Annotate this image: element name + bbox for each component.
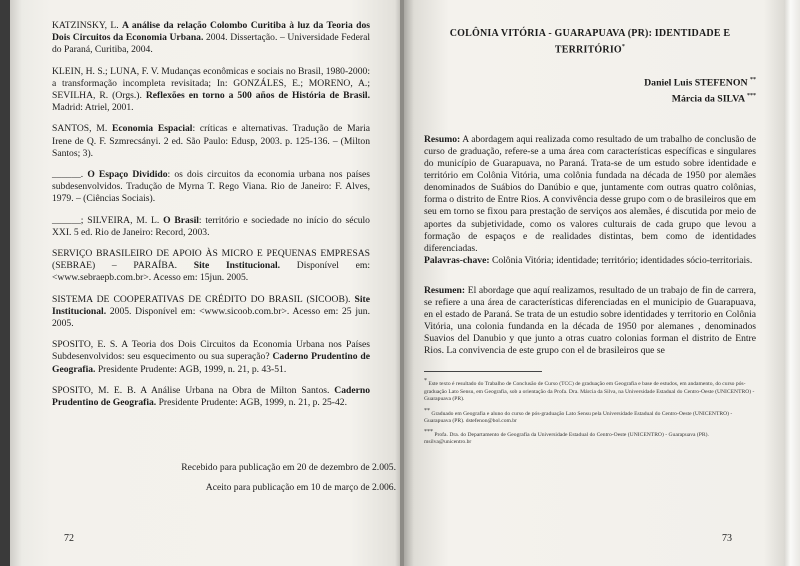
left-page [10,0,402,566]
author-1: Daniel Luis STEFENON ** [644,77,756,89]
accepted-date: Aceito para publicação em 10 de março de 2.006. [205,482,396,493]
page-edge [784,0,800,566]
reference-item: SISTEMA DE COOPERATIVAS DE CRÉDITO DO BRASIL (SICOOB). Site Institucional. 2005. Disponível em: <www.sicoob.com.br>. Acesso em: 25 jun. 2005. [52,293,370,330]
reference-item: ______; SILVEIRA, M. L. O Brasil: território e sociedade no início do século XXI. 5 ed. Rio de Janeiro: Record, 2003. [52,214,370,238]
footnote: ** Graduado em Geografia e aluno do curso de pós-graduação Lato Sensu pela Universidade Estadual do Centro-Oeste (UNICENTRO) - Guarapuava (PR). dstefenon@bol.com.br [424,407,733,424]
resumen-paragraph: Resumen: El abordage que aquí realizamos, resultado de un trabajo de fin de carrera, se refiere a una área de características diferenciadas en el municipio de Guarapuava, en el estado de Paraná. Se trata de un estudio sobre identidades y territorio en Colônia Vitória, una colonia fundanda en la década de 1950 por alemanes , denominados Suavios del Danubio y que junto a otras cuatro colonias forman el distrito de Entre Rios. La convivencia de este grupo con el de brasileiros que se [424,284,756,357]
page-number-left: 72 [64,533,74,544]
received-date: Recebido para publicação em 20 de dezembro de 2.005. [181,462,396,473]
reference-item: SPOSITO, M. E. B. A Análise Urbana na Obra de Milton Santos. Caderno Prudentino de Geografia. Presidente Prudente: AGB, 1999, n. 21, p. 25-42. [52,384,370,409]
footnote: * Este texto é resultado do Trabalho de Conclusão de Curso (TCC) de graduação em Geografia e base de estudos, em andamento, do curso pós-graduação Lato Sensu, em Geografia, sob a orientação da Profa. Dra. Márcia da Silva, na Universidade Estadual do Centro-Oeste (UNICENTRO) - Guarapuava (PR). [424,378,755,403]
reference-item: SERVIÇO BRASILEIRO DE APOIO ÀS MICRO E PEQUENAS EMPRESAS (SEBRAE) – PARAÍBA. Site Institucional. Disponível em: <www.sebraepb.com.br>. Acesso em: 15jun. 2005. [52,248,370,284]
reference-item: ______. O Espaço Dividido: os dois circuitos da economia urbana nos países subdesenvolvidos. Tradução de Myrna T. Rego Viana. Rio de Janeiro: F. Alves, 1979. – (Ciências Sociais). [52,169,370,205]
reference-list [52,20,370,418]
authors [424,74,756,106]
reference-item: SPOSITO, E. S. A Teoria dos Dois Circuitos da Economia Urbana nos Países Subdesenvolvidos: seu esquecimento ou sua superação? Caderno Prudentino de Geografia. Presidente Prudente: AGB, 1999, n. 21, p. 43-51. [52,339,371,375]
author-2: Márcia da SILVA *** [671,93,756,105]
reference-item: KATZINSKY, L. A análise da relação Colombo Curitiba à luz da Teoria dos Dois Circuitos da Economia Urbana. 2004. Dissertação. – Universidade Federal do Paraná, Curitiba, 2004. [52,20,371,56]
keywords-paragraph: Palavras-chave: Colônia Vitória; identidade; território; identidades sócio-territoriais. [424,254,753,266]
resumo-paragraph: Resumo: A abordagem aqui realizada como resultado de um trabalho de conclusão de curso de graduação, refere-se a uma área com características específicas e singulares do município de Guarapuava, no Paraná. Trata-se de um estudo sobre identidade e território em Colônia Vitória, uma colônia fundada na década de 1950 por alemães denominados de Suábios do Danúbio e que, juntamente com outras quatro colônias, forma o distrito de Entre Rios. A convivência desse grupo com o de brasileiros que em seu em torno se fixou para prestação de serviços aos alemães, é discutida por meio de aportes da subjetividade, como os valores culturais de cada grupo que levou a formação de espaços e de realidades distintas, bem como de identidades diferenciadas. [424,133,756,254]
footnote-divider [424,371,542,372]
page-number-right: 73 [722,533,732,544]
reference-item: SANTOS, M. Economia Espacial: críticas e alternativas. Tradução de Maria Irene de Q. F. Szmrecsányi. 2 ed. São Paulo: Edusp, 2003. p. 125-136. – (Milton Santos; 3). [52,123,370,159]
footnote: *** Profa. Dra. do Departamento de Geografia da Universidade Estadual do Centro-Oeste (UNICENTRO) - Guarapuava (PR). msilva@unicentro.br [424,429,709,446]
reference-item: KLEIN, H. S.; LUNA, F. V. Mudanças econômicas e sociais no Brasil, 1980-2000: a transformação incompleta revisitada; In: GONZÁLES, E.; MORENO, A.; SEVILHA, R. (Orgs.). Reflexões en torno a 500 años de História de Brasil. Madrid: Atriel, 2001. [52,65,370,114]
right-page [404,0,784,566]
footnotes [424,378,756,446]
article-title: COLÔNIA VITÓRIA - GUARAPUAVA (PR): IDENTIDADE E TERRITÓRIO* [449,28,731,55]
